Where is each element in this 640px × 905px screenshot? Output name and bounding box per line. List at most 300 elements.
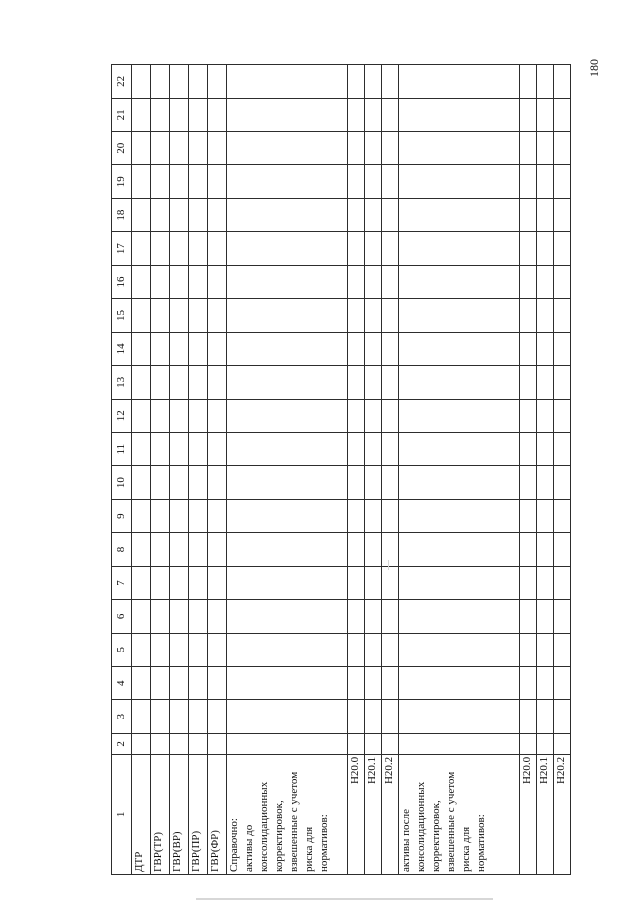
table-cell — [151, 399, 170, 432]
table-cell — [208, 700, 227, 733]
table-cell — [348, 566, 365, 599]
table-cell — [365, 299, 382, 332]
table-cell — [520, 165, 537, 198]
column-header-7: 7 — [112, 566, 132, 599]
table-cell — [520, 132, 537, 165]
table-cell — [365, 499, 382, 532]
memo-before-line-7: нормативов: — [318, 814, 330, 872]
row-label-gvr-fr: ГВР(ФР) — [208, 754, 227, 874]
table-cell — [227, 399, 348, 432]
table-cell — [382, 700, 399, 733]
table-cell — [151, 700, 170, 733]
memo-before-line-6: риска для — [303, 826, 315, 872]
table-cell — [382, 499, 399, 532]
table-cell — [520, 232, 537, 265]
table-container — [111, 64, 567, 875]
table-cell — [151, 132, 170, 165]
table-cell — [189, 198, 208, 231]
data-table — [111, 64, 571, 875]
table-cell — [554, 533, 571, 566]
table-cell — [227, 265, 348, 298]
memo-before-line-5: взвешенные с учетом — [288, 771, 300, 872]
table-cell — [382, 366, 399, 399]
table-cell — [365, 232, 382, 265]
table-cell — [189, 600, 208, 633]
table-cell — [382, 265, 399, 298]
memo-after-line-2: консолидационных — [415, 781, 427, 872]
table-cell — [151, 232, 170, 265]
table-cell — [170, 198, 189, 231]
table-cell — [189, 366, 208, 399]
table-cell — [520, 700, 537, 733]
table-cell — [189, 667, 208, 700]
table-cell — [537, 399, 554, 432]
table-cell — [382, 466, 399, 499]
table-cell — [537, 566, 554, 599]
table-cell — [365, 399, 382, 432]
table-cell — [399, 265, 520, 298]
table-cell — [170, 65, 189, 99]
table-cell — [554, 566, 571, 599]
table-cell — [151, 332, 170, 365]
table-cell — [170, 700, 189, 733]
table-cell — [554, 265, 571, 298]
table-cell — [537, 667, 554, 700]
table-cell — [554, 98, 571, 131]
table-cell — [227, 299, 348, 332]
table-cell — [227, 98, 348, 131]
column-header-21: 21 — [112, 98, 132, 131]
table-row-gvr-fr — [208, 65, 227, 875]
table-cell — [554, 633, 571, 666]
table-cell — [132, 700, 151, 733]
scan-dust-mark — [388, 560, 389, 570]
table-cell — [170, 232, 189, 265]
table-row-memo-after-h20-1 — [537, 65, 554, 875]
memo-after-line-6: нормативов: — [475, 814, 487, 872]
table-cell — [520, 633, 537, 666]
table-cell — [189, 399, 208, 432]
table-cell — [348, 600, 365, 633]
table-cell — [189, 332, 208, 365]
column-header-11: 11 — [112, 432, 132, 465]
table-cell — [151, 198, 170, 231]
table-cell — [348, 232, 365, 265]
table-cell — [399, 198, 520, 231]
table-cell — [520, 399, 537, 432]
column-header-6: 6 — [112, 600, 132, 633]
table-cell — [208, 600, 227, 633]
table-cell — [227, 198, 348, 231]
table-cell — [208, 332, 227, 365]
table-cell — [151, 165, 170, 198]
table-cell — [189, 98, 208, 131]
memo-after-label — [399, 754, 520, 874]
table-cell — [554, 600, 571, 633]
table-cell — [537, 132, 554, 165]
table-cell — [132, 132, 151, 165]
table-cell — [132, 667, 151, 700]
table-cell — [189, 232, 208, 265]
table-cell — [170, 366, 189, 399]
table-cell — [151, 633, 170, 666]
table-cell — [520, 299, 537, 332]
table-cell — [170, 466, 189, 499]
table-row-memo-before-h20-1 — [365, 65, 382, 875]
table-row-dtr — [132, 65, 151, 875]
table-cell — [132, 566, 151, 599]
table-cell — [382, 232, 399, 265]
table-cell — [189, 633, 208, 666]
memo-after-h20-0: Н20.0 — [520, 754, 537, 874]
table-cell — [348, 633, 365, 666]
table-row-memo-before — [227, 65, 348, 875]
table-cell — [399, 432, 520, 465]
table-cell — [382, 600, 399, 633]
table-cell — [399, 566, 520, 599]
table-cell — [208, 132, 227, 165]
table-cell — [399, 98, 520, 131]
table-cell — [365, 466, 382, 499]
table-cell — [189, 499, 208, 532]
table-cell — [208, 198, 227, 231]
table-cell — [537, 265, 554, 298]
table-cell — [227, 332, 348, 365]
table-cell — [132, 432, 151, 465]
table-cell — [554, 198, 571, 231]
table-cell — [189, 733, 208, 754]
table-cell — [365, 198, 382, 231]
table-cell — [365, 667, 382, 700]
table-cell — [170, 533, 189, 566]
column-header-3: 3 — [112, 700, 132, 733]
column-header-12: 12 — [112, 399, 132, 432]
table-cell — [132, 533, 151, 566]
memo-after-line-4: взвешенные с учетом — [445, 771, 457, 872]
table-cell — [537, 432, 554, 465]
table-cell — [537, 299, 554, 332]
memo-before-h20-2: Н20.2 — [382, 754, 399, 874]
table-cell — [189, 466, 208, 499]
table-row-memo-before-h20-0 — [348, 65, 365, 875]
table-row-gvr-vr — [170, 65, 189, 875]
table-cell — [554, 733, 571, 754]
table-cell — [189, 432, 208, 465]
column-header-19: 19 — [112, 165, 132, 198]
table-cell — [520, 600, 537, 633]
table-cell — [554, 667, 571, 700]
memo-before-h20-1: Н20.1 — [365, 754, 382, 874]
memo-after-h20-2: Н20.2 — [554, 754, 571, 874]
table-cell — [151, 299, 170, 332]
table-cell — [365, 332, 382, 365]
table-cell — [132, 198, 151, 231]
table-cell — [365, 65, 382, 99]
table-cell — [208, 432, 227, 465]
table-cell — [170, 399, 189, 432]
table-cell — [151, 98, 170, 131]
table-cell — [520, 65, 537, 99]
table-cell — [227, 232, 348, 265]
table-cell — [537, 466, 554, 499]
table-cell — [170, 667, 189, 700]
table-cell — [365, 132, 382, 165]
table-cell — [520, 533, 537, 566]
table-cell — [227, 733, 348, 754]
table-cell — [132, 232, 151, 265]
table-cell — [132, 633, 151, 666]
page-number: 180 — [587, 59, 601, 77]
table-cell — [151, 667, 170, 700]
table-cell — [382, 667, 399, 700]
table-cell — [208, 733, 227, 754]
table-cell — [520, 733, 537, 754]
table-cell — [399, 399, 520, 432]
column-header-5: 5 — [112, 633, 132, 666]
table-cell — [554, 299, 571, 332]
table-cell — [520, 198, 537, 231]
table-cell — [208, 232, 227, 265]
table-cell — [382, 633, 399, 666]
table-cell — [365, 165, 382, 198]
column-header-14: 14 — [112, 332, 132, 365]
table-cell — [348, 700, 365, 733]
table-cell — [520, 566, 537, 599]
table-cell — [208, 98, 227, 131]
table-cell — [520, 98, 537, 131]
table-cell — [520, 366, 537, 399]
row-label-gvr-pr: ГВР(ПР) — [189, 754, 208, 874]
table-cell — [208, 65, 227, 99]
table-cell — [170, 432, 189, 465]
table-cell — [189, 132, 208, 165]
table-cell — [208, 466, 227, 499]
table-cell — [227, 667, 348, 700]
table-cell — [170, 299, 189, 332]
table-cell — [132, 265, 151, 298]
memo-before-line-1: Справочно: — [228, 818, 240, 872]
column-header-20: 20 — [112, 132, 132, 165]
table-cell — [554, 700, 571, 733]
table-cell — [365, 566, 382, 599]
table-cell — [189, 265, 208, 298]
table-cell — [170, 332, 189, 365]
table-cell — [348, 198, 365, 231]
table-cell — [132, 299, 151, 332]
table-cell — [151, 265, 170, 298]
table-cell — [189, 165, 208, 198]
table-cell — [132, 165, 151, 198]
memo-after-line-1: активы после — [400, 808, 412, 872]
table-cell — [554, 432, 571, 465]
table-cell — [554, 466, 571, 499]
scan-edge-mark — [196, 898, 493, 900]
table-cell — [399, 733, 520, 754]
table-cell — [399, 466, 520, 499]
table-cell — [132, 466, 151, 499]
table-cell — [208, 633, 227, 666]
table-cell — [382, 132, 399, 165]
table-cell — [151, 600, 170, 633]
table-cell — [554, 132, 571, 165]
table-cell — [227, 700, 348, 733]
table-cell — [399, 299, 520, 332]
table-cell — [348, 98, 365, 131]
table-cell — [399, 232, 520, 265]
table-cell — [348, 733, 365, 754]
table-cell — [227, 600, 348, 633]
table-cell — [132, 600, 151, 633]
table-cell — [537, 600, 554, 633]
rotated-table-wrapper — [111, 64, 567, 875]
column-header-15: 15 — [112, 299, 132, 332]
table-cell — [382, 332, 399, 365]
table-cell — [151, 65, 170, 99]
table-cell — [537, 332, 554, 365]
table-cell — [189, 700, 208, 733]
table-cell — [170, 499, 189, 532]
table-cell — [348, 332, 365, 365]
table-cell — [520, 432, 537, 465]
table-cell — [537, 232, 554, 265]
table-cell — [365, 600, 382, 633]
table-cell — [227, 132, 348, 165]
table-cell — [189, 533, 208, 566]
table-cell — [208, 566, 227, 599]
table-cell — [520, 332, 537, 365]
table-cell — [151, 466, 170, 499]
table-cell — [365, 265, 382, 298]
column-header-2: 2 — [112, 733, 132, 754]
table-cell — [382, 533, 399, 566]
table-cell — [537, 700, 554, 733]
table-cell — [520, 499, 537, 532]
row-label-gvr-tr: ГВР(ТР) — [151, 754, 170, 874]
table-cell — [227, 65, 348, 99]
table-cell — [348, 265, 365, 298]
table-cell — [151, 432, 170, 465]
table-cell — [520, 265, 537, 298]
table-row-gvr-pr — [189, 65, 208, 875]
table-cell — [170, 733, 189, 754]
memo-before-h20-0: Н20.0 — [348, 754, 365, 874]
table-cell — [365, 432, 382, 465]
table-cell — [208, 366, 227, 399]
table-cell — [170, 98, 189, 131]
memo-before-line-2: активы до — [243, 824, 255, 872]
table-cell — [537, 198, 554, 231]
table-cell — [399, 499, 520, 532]
table-row-memo-after-h20-0 — [520, 65, 537, 875]
table-cell — [189, 65, 208, 99]
table-cell — [132, 65, 151, 99]
table-cell — [208, 533, 227, 566]
table-cell — [189, 566, 208, 599]
table-cell — [170, 132, 189, 165]
column-header-17: 17 — [112, 232, 132, 265]
column-header-13: 13 — [112, 366, 132, 399]
table-row-memo-before-h20-2 — [382, 65, 399, 875]
table-cell — [348, 466, 365, 499]
column-header-8: 8 — [112, 533, 132, 566]
table-cell — [208, 667, 227, 700]
table-cell — [365, 533, 382, 566]
table-cell — [208, 165, 227, 198]
table-cell — [208, 499, 227, 532]
table-cell — [208, 399, 227, 432]
table-cell — [520, 466, 537, 499]
table-cell — [554, 399, 571, 432]
memo-before-line-3: консолидационных — [258, 781, 270, 872]
table-header-row — [112, 65, 132, 875]
table-cell — [132, 366, 151, 399]
table-cell — [151, 566, 170, 599]
table-cell — [399, 633, 520, 666]
table-cell — [151, 733, 170, 754]
column-header-9: 9 — [112, 499, 132, 532]
table-cell — [208, 299, 227, 332]
table-cell — [537, 366, 554, 399]
table-cell — [151, 366, 170, 399]
table-cell — [399, 132, 520, 165]
table-cell — [170, 165, 189, 198]
table-cell — [170, 633, 189, 666]
table-cell — [348, 533, 365, 566]
table-cell — [348, 299, 365, 332]
table-cell — [537, 633, 554, 666]
table-cell — [132, 733, 151, 754]
memo-after-h20-1: Н20.1 — [537, 754, 554, 874]
table-cell — [348, 399, 365, 432]
table-cell — [348, 132, 365, 165]
row-label-dtr: ДТР — [132, 754, 151, 874]
row-label-gvr-vr: ГВР(ВР) — [170, 754, 189, 874]
table-cell — [554, 332, 571, 365]
table-cell — [537, 533, 554, 566]
table-cell — [399, 366, 520, 399]
table-cell — [151, 533, 170, 566]
table-cell — [348, 165, 365, 198]
table-cell — [382, 566, 399, 599]
table-cell — [537, 499, 554, 532]
table-cell — [382, 432, 399, 465]
table-cell — [227, 566, 348, 599]
table-cell — [132, 98, 151, 131]
table-cell — [151, 499, 170, 532]
table-cell — [132, 332, 151, 365]
table-cell — [399, 667, 520, 700]
table-cell — [399, 165, 520, 198]
table-cell — [365, 700, 382, 733]
table-cell — [537, 98, 554, 131]
table-cell — [399, 700, 520, 733]
table-cell — [554, 232, 571, 265]
table-cell — [208, 265, 227, 298]
table-cell — [399, 533, 520, 566]
memo-before-label — [227, 754, 348, 874]
table-cell — [382, 65, 399, 99]
table-cell — [348, 667, 365, 700]
table-cell — [382, 299, 399, 332]
table-cell — [189, 299, 208, 332]
table-cell — [382, 198, 399, 231]
table-cell — [227, 533, 348, 566]
table-cell — [227, 466, 348, 499]
memo-before-line-4: корректировок, — [273, 800, 285, 872]
table-cell — [348, 432, 365, 465]
table-cell — [399, 65, 520, 99]
table-row-memo-after-h20-2 — [554, 65, 571, 875]
